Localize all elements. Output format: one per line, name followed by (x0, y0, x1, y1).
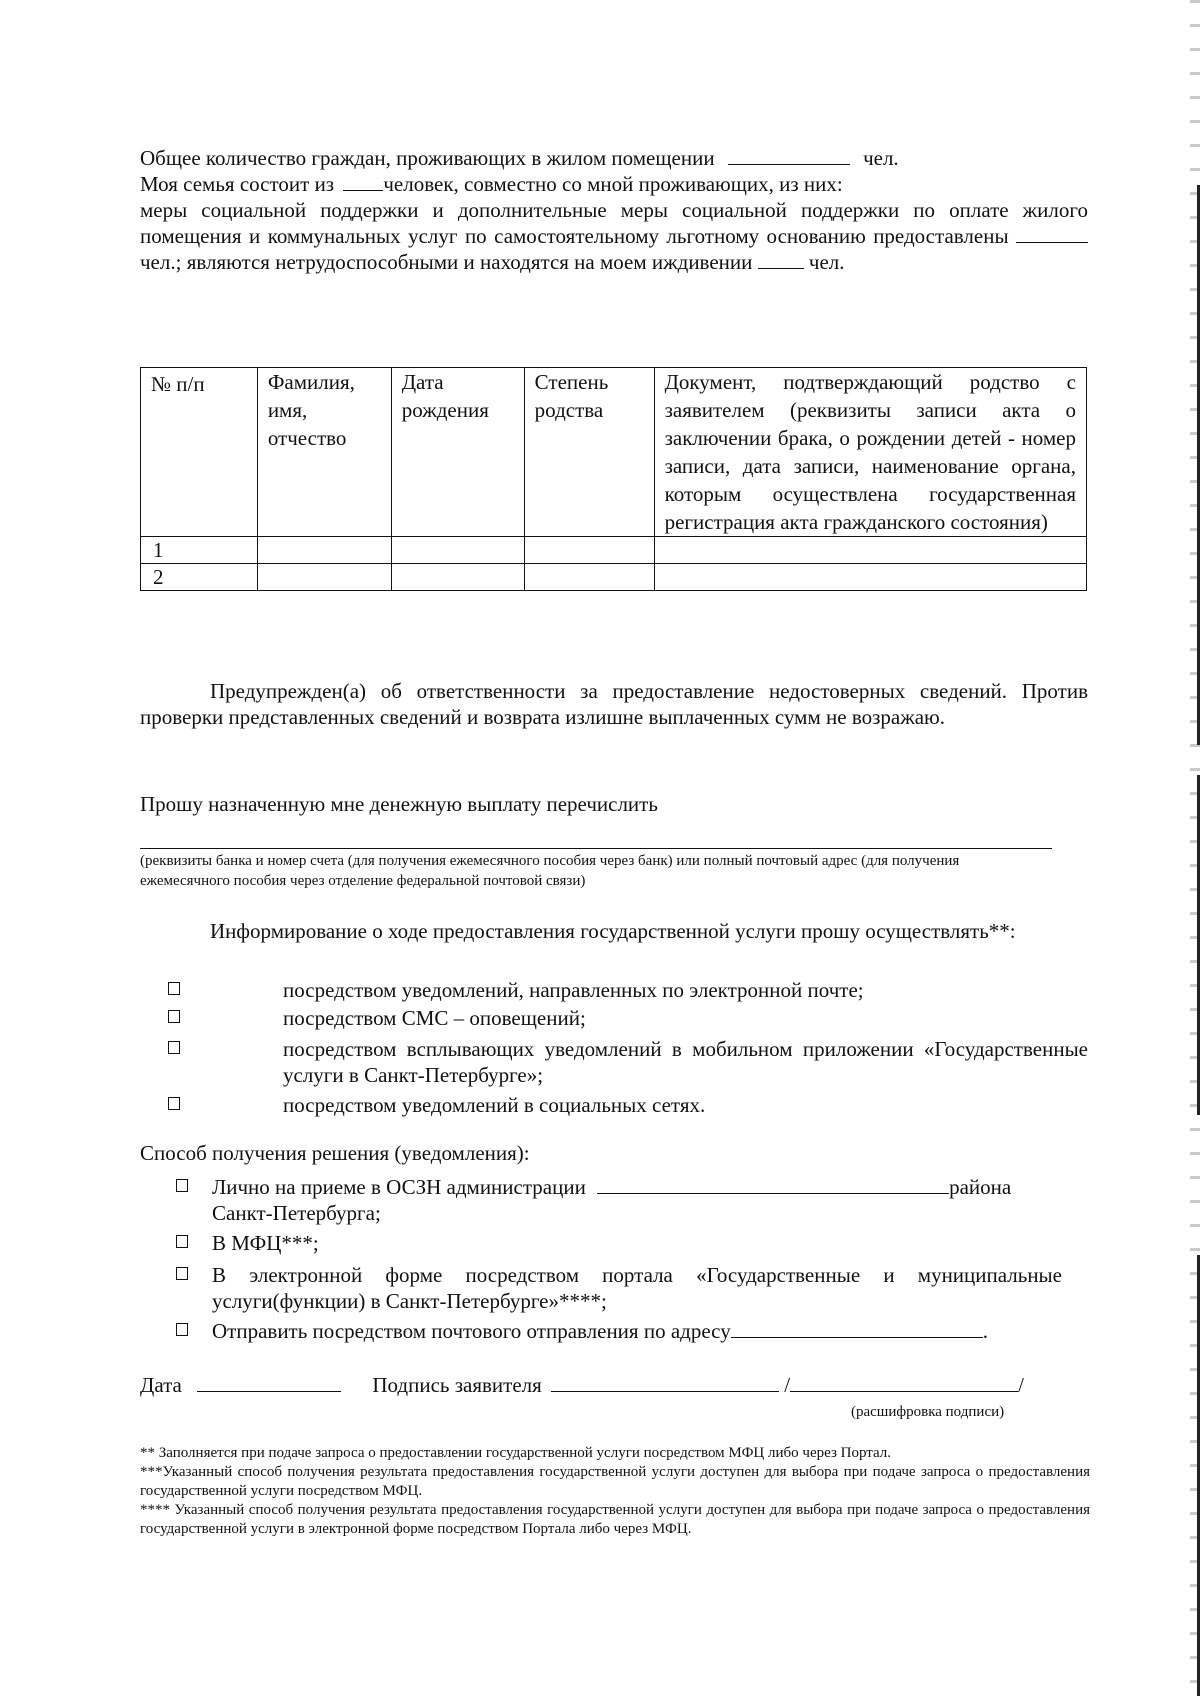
inform-option-label: посредством СМС – оповещений; (283, 1006, 586, 1030)
footnote: ** Заполняется при подаче запроса о предоставлении государственной услуги посредством МФЦ либо через Портал. (140, 1445, 892, 1461)
support-text: меры социальной поддержки и дополнительные меры социальной поддержки по оплате жилого помещения и коммунальных услуг по самостоятельному льготному основанию предоставлены (140, 198, 1088, 248)
signature-row (140, 1372, 1088, 1398)
family-size-suffix: человек, совместно со мной проживающих, из них: (383, 172, 843, 196)
payment-details-note: (реквизиты банка и номер счета (для получения ежемесячного пособия через банк) или полный почтовый адрес (для получения ежемесячного пособия через отделение федеральной почтовой связи) (140, 853, 960, 889)
row-cell-relation[interactable] (524, 564, 654, 591)
checkbox[interactable] (176, 1323, 188, 1336)
intro-line-support (140, 197, 1088, 275)
checkbox[interactable] (168, 982, 180, 995)
post-address-field[interactable] (731, 1319, 983, 1338)
inform-option-label: посредством уведомлений, направленных по электронной почте; (283, 978, 864, 1002)
row-cell-name[interactable] (257, 537, 391, 564)
date-label: Дата (140, 1373, 182, 1397)
row-cell-name[interactable] (257, 564, 391, 591)
support-count-field[interactable] (1016, 224, 1088, 243)
signature-label: Подпись заявителя (372, 1373, 542, 1397)
row-cell-birth-date[interactable] (391, 564, 524, 591)
row-cell-document[interactable] (654, 564, 1086, 591)
inform-option-label: посредством всплывающих уведомлений в мобильном приложении «Государственные услуги в Санкт-Петербурге»; (283, 1037, 1088, 1087)
district-suffix: района (949, 1175, 1012, 1199)
inform-text: Информирование о ходе предоставления государственной услуги прошу осуществлять**: (210, 919, 1016, 943)
method-option-label: В МФЦ***; (212, 1231, 319, 1255)
intro-line-family (140, 171, 1088, 197)
city-text: Санкт-Петербурга; (212, 1201, 381, 1225)
header-relation-document: Документ, подтверждающий родство с заявителем (реквизиты записи акта о заключении брака, о рождении детей - номер записи, дата записи, наименование органа, которым осуществлена государственная регистрация акта гражданского состояния) (654, 368, 1086, 537)
row-cell-document[interactable] (654, 537, 1086, 564)
signature-decode-field[interactable] (790, 1373, 1018, 1392)
row-number: 2 (141, 564, 258, 591)
method-in-person-text: Лично на приеме в ОСЗН администрации (212, 1175, 586, 1199)
dependents-unit: чел. (808, 250, 845, 274)
checkbox[interactable] (168, 1097, 180, 1110)
footnote: **** Указанный способ получения результата предоставления государственной услуги доступен для выбора при подаче запроса о предоставления государственной услуги в электронной форме посредством Портала либо через МФЦ. (140, 1502, 1090, 1537)
table-row (141, 564, 1087, 591)
table-header-row (141, 368, 1087, 537)
intro-line-total (140, 145, 1088, 171)
method-option-label (212, 1318, 988, 1344)
header-birth-date: Дата рождения (391, 368, 524, 537)
total-residents-field[interactable] (728, 146, 850, 165)
row-cell-birth-date[interactable] (391, 537, 524, 564)
post-address-end: . (982, 1319, 988, 1343)
row-number: 1 (141, 537, 258, 564)
warning-block (140, 678, 1088, 730)
header-number: № п/п (141, 368, 258, 537)
row-cell-relation[interactable] (524, 537, 654, 564)
dependents-count-field[interactable] (758, 250, 804, 269)
district-field[interactable] (597, 1175, 949, 1194)
signature-decode-note: (расшифровка подписи) (851, 1404, 1005, 1420)
checkbox[interactable] (168, 1041, 180, 1054)
method-title: Способ получения решения (уведомления): (140, 1141, 530, 1165)
family-size-label: Моя семья состоит из (140, 172, 335, 196)
family-size-field[interactable] (343, 172, 383, 191)
payment-details-field[interactable] (140, 828, 1052, 849)
slash-separator: / (784, 1373, 791, 1397)
method-option-label (212, 1174, 1078, 1226)
footnote: ***Указанный способ получения результата предоставления государственной услуги доступен для выбора при подаче запроса о предоставления государственной услуги посредством МФЦ. (140, 1464, 1090, 1499)
header-relation-degree: Степень родства (524, 368, 654, 537)
payment-block (140, 791, 1088, 891)
signature-field[interactable] (551, 1373, 779, 1392)
slash-separator: / (1018, 1373, 1024, 1397)
post-address-text: Отправить посредством почтового отправления по адресу (212, 1319, 731, 1343)
family-members-table (140, 367, 1087, 591)
method-block (140, 1140, 1088, 1166)
checkbox[interactable] (176, 1179, 188, 1192)
checkbox[interactable] (168, 1010, 180, 1023)
table-row (141, 537, 1087, 564)
payment-text: Прошу назначенную мне денежную выплату перечислить (140, 792, 658, 816)
dependents-text: чел.; являются нетрудоспособными и находятся на моем иждивении (140, 250, 753, 274)
warning-text: Предупрежден(а) об ответственности за предоставление недостоверных сведений. Против проверки представленных сведений и возврата излишне выплаченных сумм не возражаю. (140, 679, 1088, 729)
intro-block (140, 145, 1088, 275)
checkbox[interactable] (176, 1235, 188, 1248)
total-residents-label: Общее количество граждан, проживающих в жилом помещении (140, 146, 715, 170)
header-full-name: Фамилия, имя, отчество (257, 368, 391, 537)
inform-option-label: посредством уведомлений в социальных сетях. (283, 1093, 706, 1117)
total-residents-unit: чел. (863, 146, 899, 170)
date-field[interactable] (197, 1373, 341, 1392)
method-option-label: В электронной форме посредством портала «Государственные и муниципальные услуги(функции) в Санкт-Петербурге»****; (212, 1263, 1062, 1313)
footnotes (140, 1444, 1090, 1539)
checkbox[interactable] (176, 1267, 188, 1280)
inform-block (140, 918, 1088, 944)
